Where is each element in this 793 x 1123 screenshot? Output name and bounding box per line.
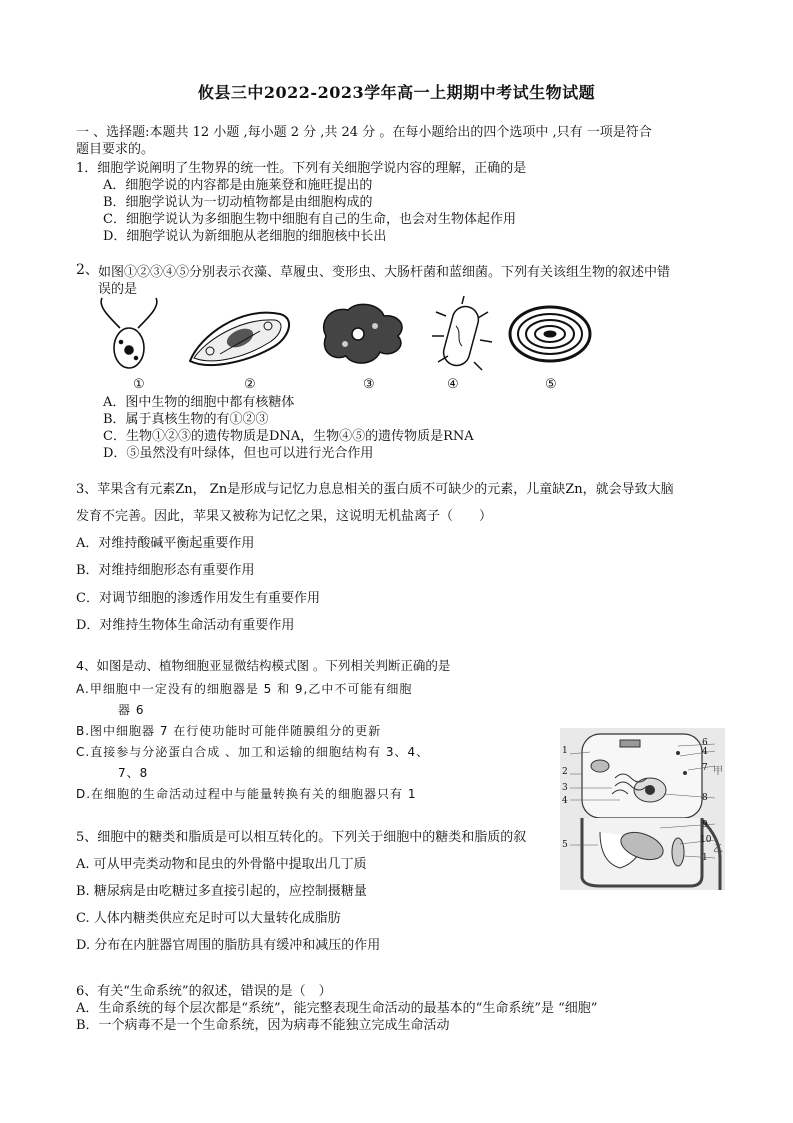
figure-label-1: ①: [133, 377, 145, 392]
q4-stem: 4、如图是动、植物细胞亚显微结构模式图 。下列相关判断正确的是: [76, 658, 451, 673]
q6-option-b: B．一个病毒不是一个生命系统，因为病毒不能独立完成生命活动: [76, 1018, 450, 1033]
cyanobacterium-drawing: [510, 307, 590, 361]
amoeba-drawing: [324, 304, 402, 363]
section-header-cont: 题目要求的。: [76, 142, 155, 157]
q1-option-c: C．细胞学说认为多细胞生物中细胞有自己的生命，也会对生物体起作用: [103, 212, 516, 227]
q1-option-b: B．细胞学说认为一切动植物都是由细胞构成的: [103, 195, 373, 210]
q3-option-c: C．对调节细胞的渗透作用发生有重要作用: [76, 591, 320, 606]
figure-label-2: ②: [244, 377, 256, 392]
cell-structure-figure: [560, 728, 725, 890]
q6-stem: 6、有关“生命系统”的叙述，错误的是（ ）: [76, 984, 332, 999]
q5-option-c: C. 人体内糖类供应充足时可以大量转化成脂肪: [76, 911, 341, 926]
q1-option-d: D．细胞学说认为新细胞从老细胞的细胞核中长出: [103, 229, 387, 244]
cell-label-left-3: 3: [562, 783, 568, 793]
q2-number: 2、: [76, 262, 99, 278]
cell-label-right-9: 9: [702, 820, 708, 830]
section-header: 一 、选择题:本题共 12 小题 ,每小题 2 分 ,共 24 分 。在每小题给出的四个选项中 ,只有 一项是符合: [76, 125, 652, 140]
cell-label-left-4: 4: [562, 796, 568, 806]
cell-label-yi: 乙: [713, 844, 723, 855]
figure-label-3: ③: [363, 377, 375, 392]
cell-label-left-2: 2: [562, 767, 568, 777]
chlamydomonas-drawing: [101, 298, 157, 368]
cell-label-right-4: 4: [702, 747, 708, 757]
q5-option-a: A. 可从甲壳类动物和昆虫的外骨骼中提取出几丁质: [76, 857, 367, 872]
q6-option-a: A．生命系统的每个层次都是“系统”，能完整表现生命活动的最基本的“生命系统”是 “细胞”: [76, 1001, 598, 1016]
figure-label-4: ④: [447, 377, 459, 392]
q5-option-b: B. 糖尿病是由吃糖过多直接引起的，应控制摄糖量: [76, 884, 367, 899]
q4-option-c-cont: 7、8: [118, 766, 149, 780]
q4-option-a: A.甲细胞中一定没有的细胞器是 5 和 9,乙中不可能有细胞: [76, 682, 413, 696]
q2-option-d: D．⑤虽然没有叶绿体，但也可以进行光合作用: [103, 446, 374, 461]
exam-title: 攸县三中2022-2023学年高一上期期中考试生物试题: [197, 83, 596, 102]
cell-label-left-5: 5: [562, 840, 568, 850]
q4-option-c: C.直接参与分泌蛋白合成 、加工和运输的细胞结构有 3、4、: [76, 745, 430, 759]
q3-option-d: D．对维持生物体生命活动有重要作用: [76, 618, 295, 633]
cell-label-left-1: 1: [562, 746, 568, 756]
figure-label-5: ⑤: [545, 377, 557, 392]
cell-label-jia: 甲: [713, 766, 723, 777]
q2-option-b: B．属于真核生物的有①②③: [103, 412, 269, 427]
q1-stem: 1．细胞学说阐明了生物界的统一性。下列有关细胞学说内容的理解，正确的是: [76, 161, 527, 176]
q2-stem: 如图①②③④⑤分别表示衣藻、草履虫、变形虫、大肠杆菌和蓝细菌。下列有关该组生物的叙述中错: [98, 265, 671, 280]
q2-stem-cont: 误的是: [98, 282, 138, 297]
cell-label-right-10: 10: [700, 835, 712, 845]
q1-option-a: A．细胞学说的内容都是由施莱登和施旺提出的: [103, 178, 373, 193]
q2-option-a: A．图中生物的细胞中都有核糖体: [103, 395, 295, 410]
q4-option-b: B.图中细胞器 7 在行使功能时可能伴随膜组分的更新: [76, 724, 382, 738]
ecoli-drawing: [432, 296, 492, 370]
q4-option-a-cont: 器 6: [118, 703, 145, 717]
paramecium-drawing: [190, 313, 289, 365]
cell-label-right-8: 8: [702, 793, 708, 803]
cell-label-right-1: 1: [702, 853, 708, 863]
organisms-figure: [90, 296, 600, 376]
cell-label-right-6: 6: [702, 738, 708, 748]
q5-option-d: D. 分布在内脏器官周围的脂肪具有缓冲和减压的作用: [76, 938, 381, 953]
q5-stem: 5、细胞中的糖类和脂质是可以相互转化的。下列关于细胞中的糖类和脂质的叙: [76, 830, 527, 845]
q2-option-c: C．生物①②③的遗传物质是DNA，生物④⑤的遗传物质是RNA: [103, 429, 474, 444]
q4-option-d: D.在细胞的生命活动过程中与能量转换有关的细胞器只有 1: [76, 787, 417, 801]
q3-stem: 3、苹果含有元素Zn， Zn是形成与记忆力息息相关的蛋白质不可缺少的元素，儿童缺Zn，就会导致大脑: [76, 482, 674, 497]
q3-stem-cont: 发育不完善。因此，苹果又被称为记忆之果，这说明无机盐离子（ ）: [76, 509, 493, 524]
cell-label-right-7: 7: [702, 763, 708, 773]
q3-option-b: B．对维持细胞形态有重要作用: [76, 563, 255, 578]
q3-option-a: A．对维持酸碱平衡起重要作用: [76, 536, 255, 551]
